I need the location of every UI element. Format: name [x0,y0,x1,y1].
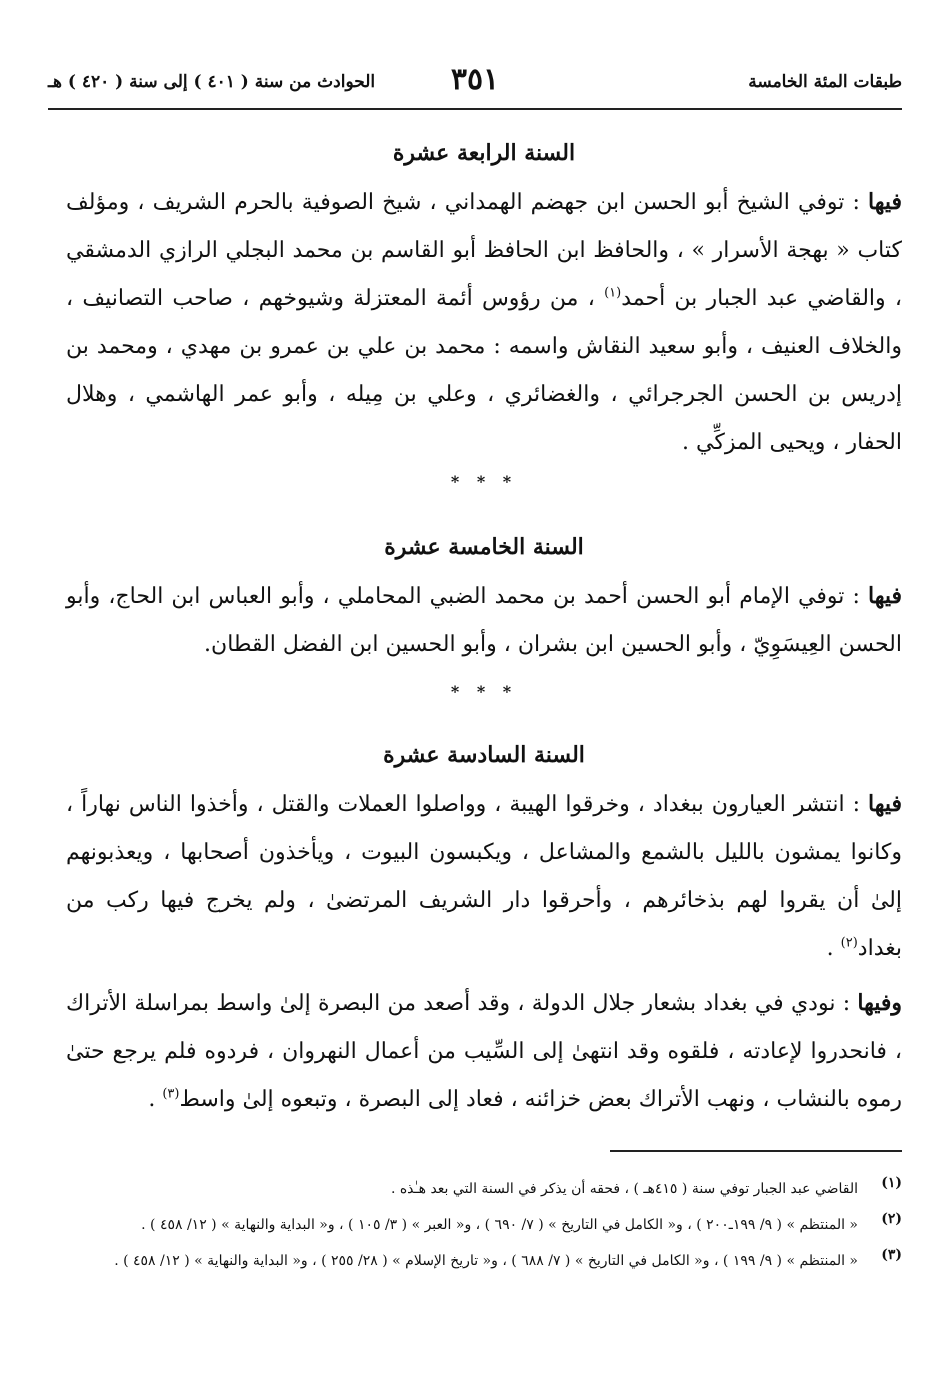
section-year-16 [66,740,902,1124]
footnote-ref[interactable]: (٢) [840,935,858,951]
running-range-title: الحوادث من سنة ( ٤٠١ ) إلى سنة ( ٤٢٠ ) هـ [48,72,376,92]
section-year-14 [66,138,902,467]
paragraph-text: ، من رؤوس أئمة المعتزلة وشيوخهم ، صاحب التصانيف ، والخلاف العنيف ، وأبو سعيد النقاش واسمه : محمد بن علي بن عمرو بن مهدي ، ومحمد بن إدريس بن الحسن الجرجرائي ، والغضائري ، وعلي بن مِيله ، وأبو عمر الهاشمي ، وهلال الحفار ، ويحيى المزكِّي . [66,286,902,455]
section-heading: السنة السادسة عشرة [383,742,585,768]
footnote-number: (٣) [881,1247,902,1263]
footnote-item [66,1211,902,1239]
asterism: * * * [450,472,518,491]
footnote-number: (١) [881,1175,902,1191]
footnote-text: « المنتظم » ( ٩/ ١٩٩ ) ، و« الكامل في التاريخ » ( ٧/ ٦٨٨ ) ، و« تاريخ الإسلام » ( ٢٨/ ٢٥٥ ) ، و« البداية والنهاية » ( ١٢/ ٤٥٨ ) . [114,1253,858,1269]
section-separator [66,470,902,494]
page-header [48,62,902,102]
footnote-divider [610,1150,902,1152]
footnote-ref[interactable]: (١) [604,285,622,301]
footnote-number: (٢) [881,1211,902,1227]
footnote-text: « المنتظم » ( ٩/ ١٩٩ـ٢٠٠ ) ، و« الكامل في التاريخ » ( ٧/ ٦٩٠ ) ، و« العبر » ( ٣/ ١٠٥ ) ، و« البداية والنهاية » ( ١٢/ ٤٥٨ ) . [141,1217,858,1233]
section-paragraph [66,979,902,1124]
header-divider [48,108,902,110]
paragraph-text: . [826,936,841,961]
paragraph-text: : توفي الإمام أبو الحسن أحمد بن محمد الضبي المحاملي ، وأبو العباس ابن الحاج، وأبو الحسن العِيسَوِيّ ، وأبو الحسين ابن بشران ، وأبو الحسين ابن الفضل القطان. [66,584,902,657]
paragraph-text: : نودي في بغداد بشعار جلال الدولة ، وقد أصعد من البصرة إلىٰ واسط بمراسلة الأتراك ، فانحدروا لإعادته ، فلقوه وقد انتهىٰ إلى السِّيب من أعمال النهروان ، فردوه فلم يرجع حتىٰ رموه بالنشاب ، ونهب الأتراك بعض خزائنه ، فعاد إلى البصرة ، وتبعوه إلىٰ واسط [66,991,902,1112]
asterism: * * * [450,682,518,701]
paragraph-lead: فيها [868,583,902,609]
page-number: ٣٥١ [450,62,500,97]
footnotes [66,1175,902,1283]
section-heading: السنة الخامسة عشرة [384,534,584,560]
paragraph-text: : توفي الشيخ أبو الحسن ابن جهضم الهمداني ، شيخ الصوفية بالحرم الشريف ، ومؤلف كتاب « بهجة الأسرار » ، والحافظ ابن الحافظ أبو القاسم بن محمد البجلي الرازي الدمشقي ، والقاضي عبد الجبار بن أحمد [66,190,902,311]
paragraph-lead: فيها [868,791,902,817]
paragraph-text: . [148,1087,163,1112]
paragraph-text: : انتشر العيارون ببغداد ، وخرقوا الهيبة ، وواصلوا العملات والقتل ، وأخذوا الناس نهاراً ، وكانوا يمشون بالليل بالشمع والمشاعل ، ويكبسون البيوت ، ويأخذون أصحابها ، ويعذبونهم إلىٰ أن يقروا لهم بذخائرهم ، وأحرقوا دار الشريف المرتضىٰ ، ولم يخرج فيها ركب من بغداد [66,792,902,961]
section-separator [66,680,902,704]
footnote-item [66,1247,902,1275]
paragraph-lead: وفيها [857,990,902,1016]
section-paragraph [66,178,902,467]
running-book-title: طبقات المئة الخامسة [748,72,902,92]
section-heading: السنة الرابعة عشرة [392,140,576,166]
paragraph-lead: فيها [868,189,902,215]
section-paragraph [66,780,902,973]
footnote-ref[interactable]: (٣) [162,1086,180,1102]
section-year-15 [66,532,902,669]
footnote-item [66,1175,902,1203]
section-paragraph [66,572,902,669]
footnote-text: القاضي عبد الجبار توفي سنة ( ٤١٥هـ ) ، فحقه أن يذكر في السنة التي بعد هـٰذه . [390,1181,858,1197]
